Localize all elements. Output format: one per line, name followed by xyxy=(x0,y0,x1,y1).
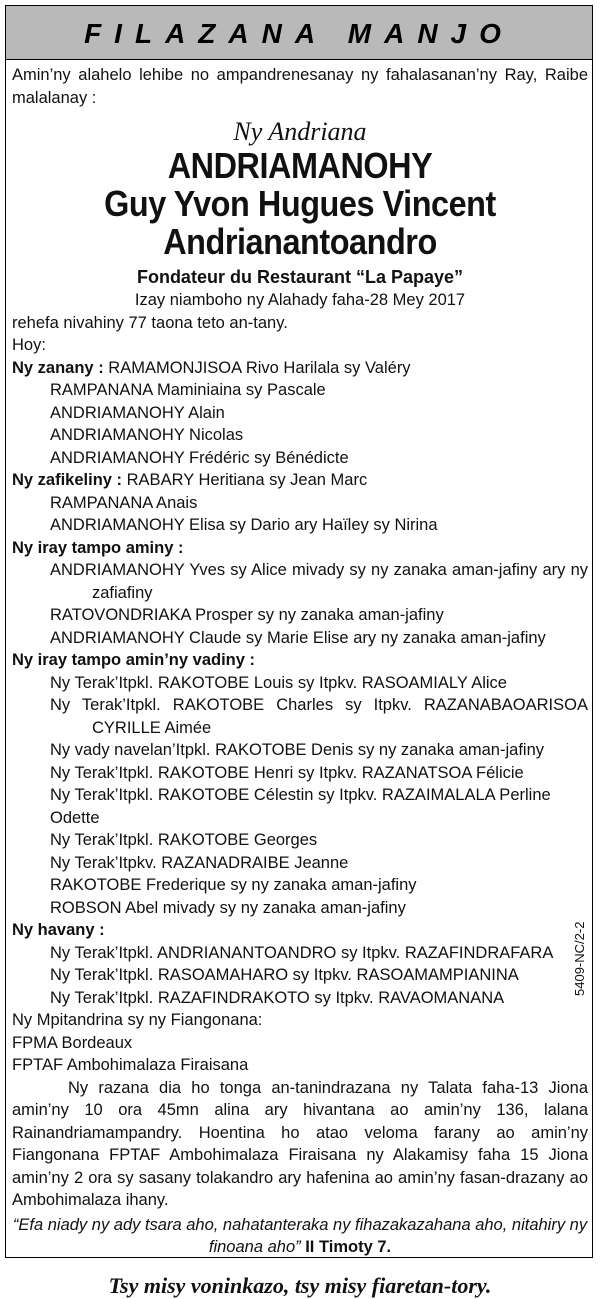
age-line: rehefa nivahiny 77 taona teto an-tany. xyxy=(12,313,288,332)
list-item: Ny Terak’Itpkl. RAKOTOBE Georges xyxy=(50,831,318,849)
zafikeliny-first: RABARY Heritiana sy Jean Marc xyxy=(126,471,368,489)
tampo-aminy-label: Ny iray tampo aminy : xyxy=(12,538,184,557)
list-item: ROBSON Abel mivady sy ny zanaka aman-jafiny xyxy=(50,898,406,917)
list-item: RATOVONDRIAKA Prosper sy ny zanaka aman-jafiny xyxy=(50,606,444,624)
funeral-text: Ny razana dia ho tonga an-tanindrazana ny Talata faha-13 Jiona amin’ny 10 ora 45mn alina ary hivantana ao amin’ny 136, lalana Rainandriamampandry. Hoentina ho atao veloma farany ao amin’ny Fiangonana FPTAF Ambohimalaza Firaisana ny Alakamisy faha 15 Jiona amin’ny 2 ora sy sasany tolakandro ary hafenina ao amin’ny fasan-drazany ao Ambohimalaza ihany. xyxy=(12,1078,588,1209)
list-item: Ny Terak’Itpkv. RAZANADRAIBE Jeanne xyxy=(50,853,349,872)
deceased-name-line3: Andrianantoandro xyxy=(163,221,437,262)
zafikeliny-first-line xyxy=(12,469,588,492)
havany-label: Ny havany : xyxy=(12,921,105,939)
list-item: RAKOTOBE Frederique sy ny zanaka aman-jafiny xyxy=(50,876,417,894)
list-item: ANDRIAMANOHY Claude sy Marie Elise ary ny zanaka aman-jafiny xyxy=(50,628,546,647)
list-item: Ny Terak’Itpkl. RAKOTOBE Henri sy Itpkv. RAZANATSOA Félicie xyxy=(50,763,524,782)
list-item: ANDRIAMANOHY Nicolas xyxy=(50,426,244,444)
deceased-name-line1: ANDRIAMANOHY xyxy=(167,145,433,186)
header-bar xyxy=(6,6,592,60)
deceased-prefix: Ny Andriana xyxy=(233,117,367,146)
list-item: RAMPANANA Maminiaina sy Pascale xyxy=(50,381,326,399)
zanany-label: Ny zanany : xyxy=(12,358,104,377)
quote-reference: II Timoty 7. xyxy=(305,1238,392,1256)
list-item: RAMPANANA Anais xyxy=(50,493,198,512)
death-line: Izay niamboho ny Alahady faha-28 Mey 2017 xyxy=(134,291,466,309)
deceased-role: Fondateur du Restaurant “La Papaye” xyxy=(136,267,464,287)
mpitandrina-label: Ny Mpitandrina sy ny Fiangonana: xyxy=(12,1011,263,1029)
hoy-label: Hoy: xyxy=(12,336,46,354)
list-item: FPMA Bordeaux xyxy=(12,1033,133,1052)
list-item: FPTAF Ambohimalaza Firaisana xyxy=(12,1056,249,1074)
header-title: FILAZANA MANJO xyxy=(84,18,514,49)
list-item: ANDRIAMANOHY Frédéric sy Bénédicte xyxy=(50,448,349,467)
list-item: ANDRIAMANOHY Elisa sy Dario ary Haïley sy Nirina xyxy=(50,516,438,534)
list-item: Ny vady navelan’Itpkl. RAKOTOBE Denis sy ny zanaka aman-jafiny xyxy=(50,741,544,759)
notice-body xyxy=(12,64,588,1299)
list-item: ANDRIAMANOHY Yves sy Alice mivady sy ny zanaka aman-jafiny ary ny zafiafiny xyxy=(50,561,588,602)
list-item: Ny Terak’Itpkl. RAKOTOBE Célestin sy Itpkv. RAZAIMALALA Perline Odette xyxy=(50,786,551,827)
list-item: Ny Terak’Itpkl. RAKOTOBE Louis sy Itpkv. RASOAMIALY Alice xyxy=(50,673,507,692)
tampo-vadiny-label: Ny iray tampo amin’ny vadiny : xyxy=(12,651,255,669)
list-item: ANDRIAMANOHY Alain xyxy=(50,403,225,422)
list-item: Ny Terak’Itpkl. ANDRIANANTOANDRO sy Itpkv. RAZAFINDRAFARA xyxy=(50,943,554,962)
quote-close: ” xyxy=(295,1238,306,1256)
list-item: Ny Terak’Itpkl. RAZAFINDRAKOTO sy Itpkv. RAVAOMANANA xyxy=(50,988,505,1007)
bible-quote xyxy=(12,1214,588,1259)
list-item: Ny Terak’Itpkl. RASOAMAHARO sy Itpkv. RASOAMAMPIANINA xyxy=(50,966,519,984)
zanany-first-line xyxy=(12,357,588,380)
closing-line: Tsy misy voninkazo, tsy misy fiaretan-tory. xyxy=(108,1272,492,1298)
intro-text: Amin’ny alahelo lehibe no ampandrenesanay ny fahalasanan’ny Ray, Raibe malalanay : xyxy=(12,66,588,107)
quote-open: “ xyxy=(12,1215,19,1234)
zanany-first: RAMAMONJISOA Rivo Harilala sy Valéry xyxy=(108,358,411,377)
quote-text: Efa niady ny ady tsara aho, nahatanteraka ny fihazakazahana aho, nitahiry ny finoana aho xyxy=(18,1215,588,1256)
zafikeliny-label: Ny zafikeliny : xyxy=(12,471,123,489)
reference-code: 5409-NC/2-2 xyxy=(572,921,587,996)
list-item: Ny Terak’Itpkl. RAKOTOBE Charles sy Itpkv. RAZANABAOARISOA CYRILLE Aimée xyxy=(50,696,588,737)
deceased-name-line2: Guy Yvon Hugues Vincent xyxy=(104,183,496,224)
notice-frame xyxy=(5,5,593,1298)
